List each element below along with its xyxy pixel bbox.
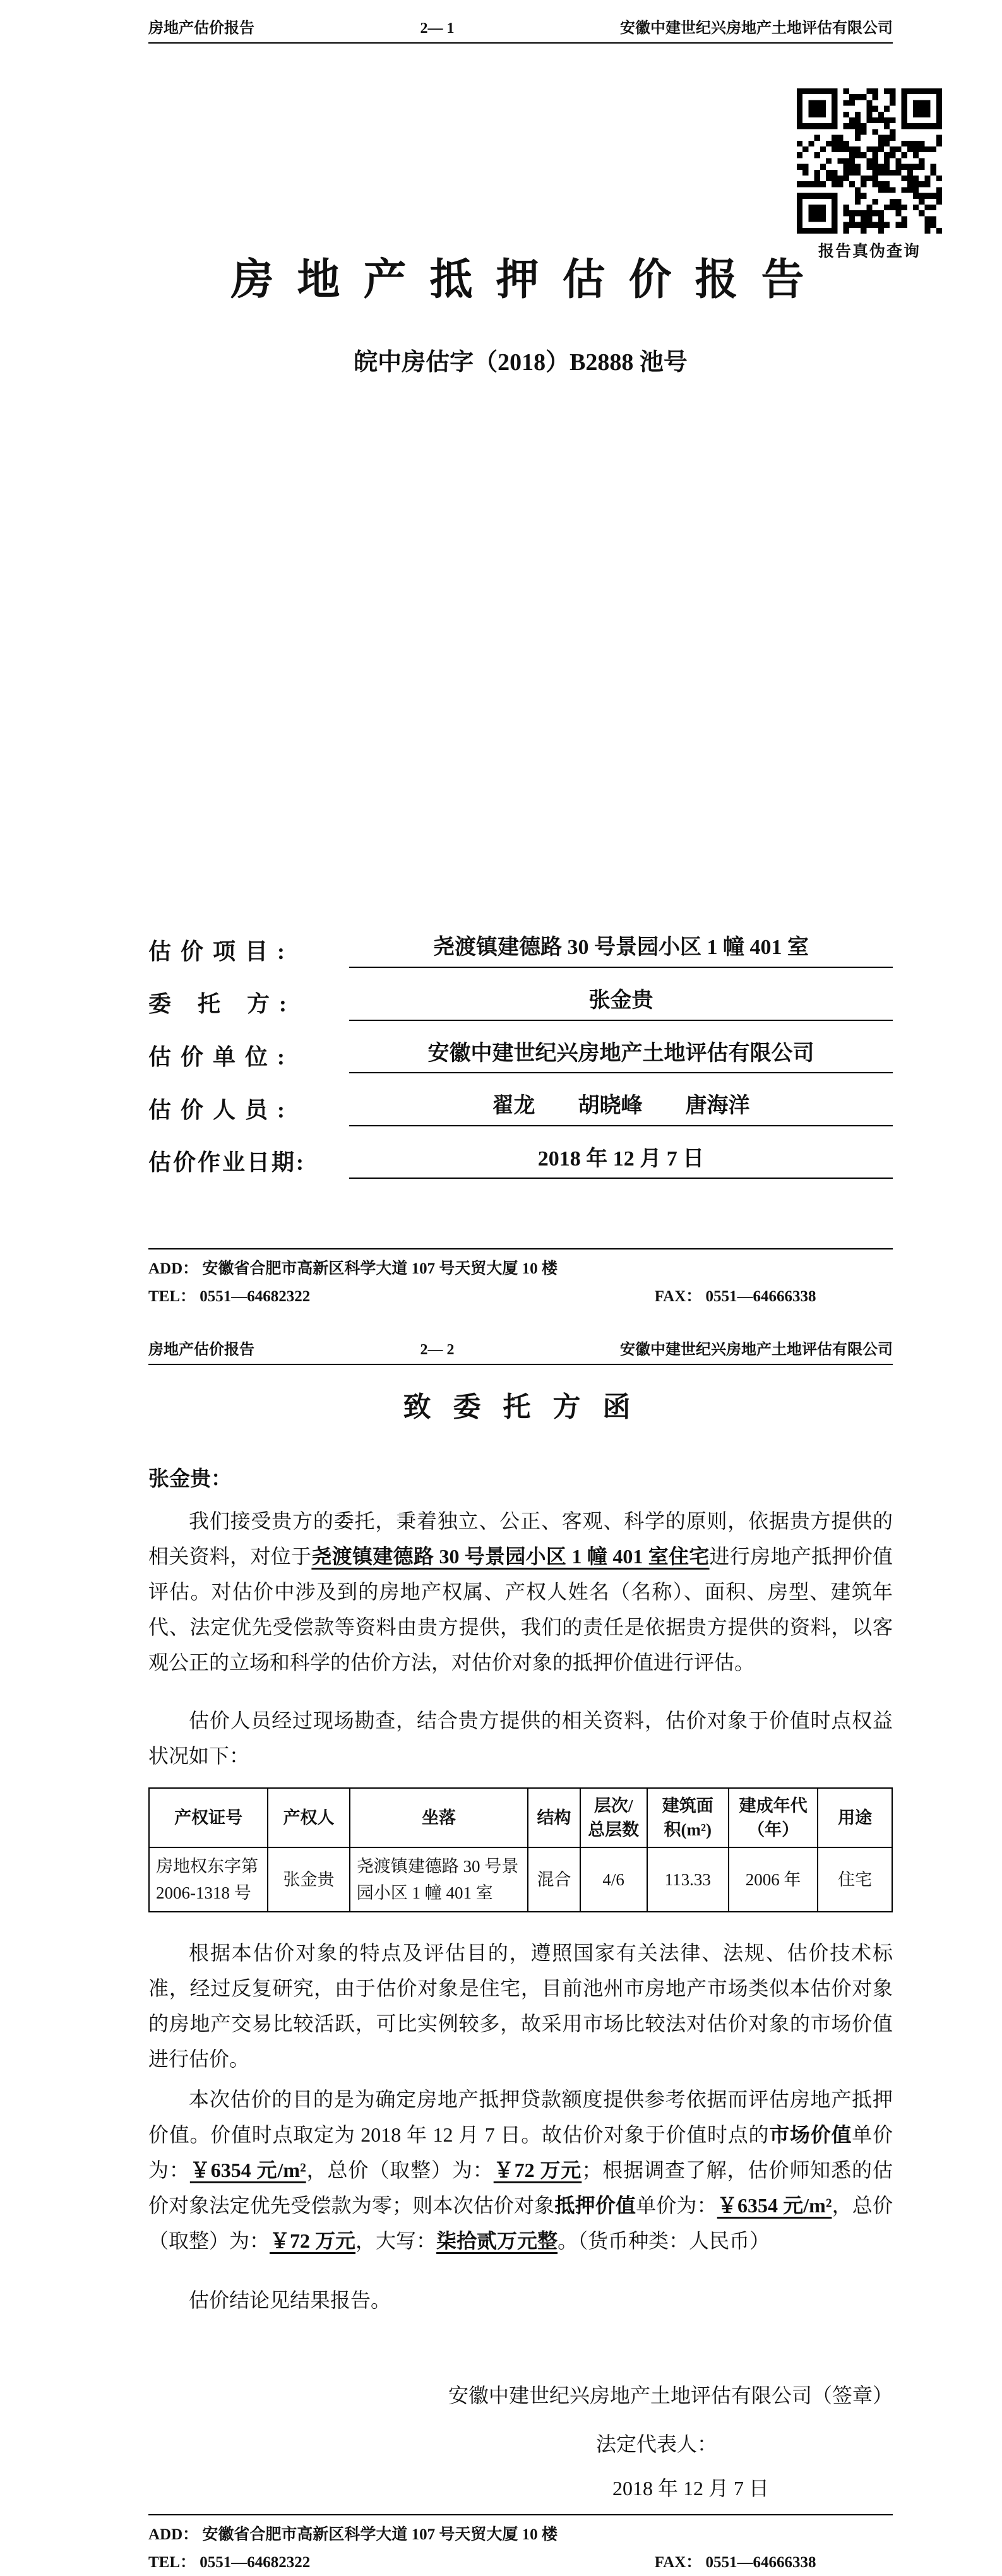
header-doc-type: 房地产估价报告 [148, 1342, 254, 1358]
text-segment: 单价为： [636, 2194, 717, 2217]
text-segment: ，总价（取整）为： [148, 2194, 893, 2252]
table-header-structure: 结构 [528, 1788, 580, 1847]
table-header-area: 建筑面积(m²) [647, 1788, 729, 1847]
header-page-number: 2— 2 [420, 1342, 455, 1358]
header-doc-type: 房地产估价报告 [148, 20, 254, 37]
table-header-owner: 产权人 [268, 1788, 349, 1847]
table-header-location: 坐落 [350, 1788, 528, 1847]
field-appraisers [148, 1091, 893, 1126]
signature-company: 安徽中建世纪兴房地产土地评估有限公司（签章） [448, 2384, 893, 2407]
field-value: 尧渡镇建德路 30 号景园小区 1 幢 401 室 [349, 933, 893, 968]
mortgage-unit-price: ￥6354 元/m² [717, 2194, 832, 2217]
qr-caption: 报告真伪查询 [818, 243, 921, 260]
mortgage-value-label: 抵押价值 [554, 2194, 636, 2217]
text-segment: ，总价（取整）为： [306, 2159, 494, 2181]
text-segment: 本次估价的目的是为确定房地产抵押贷款额度提供参考依据而评估房地产抵押价值。价值时点取定为 2018 年 12 月 7 日。故估价对象于价值时点的 [148, 2088, 893, 2146]
table-cell-year: 2006 年 [729, 1847, 818, 1912]
table-header-cert-no: 产权证号 [149, 1788, 268, 1847]
page-footer [148, 2514, 893, 2572]
paragraph-commission [148, 1503, 893, 1680]
property-address-highlight: 尧渡镇建德路 30 号景园小区 1 幢 401 室住宅 [311, 1545, 710, 1568]
field-appraisal-date [148, 1144, 893, 1179]
signature-block [148, 2378, 893, 2501]
qr-code-icon [797, 88, 942, 234]
header-company-name: 安徽中建世纪兴房地产土地评估有限公司 [620, 20, 893, 37]
paragraph-valuation [148, 2082, 893, 2258]
text-segment: 。（货币种类：人民币） [558, 2229, 770, 2252]
table-header-usage: 用途 [818, 1788, 892, 1847]
footer-address: ADD： 安徽省合肥市高新区科学大道 107 号天贸大厦 10 楼 [148, 2526, 558, 2543]
footer-fax: FAX： 0551—64666338 [654, 2554, 816, 2571]
document-number: 皖中房估字（2018）B2888 池号 [354, 349, 688, 376]
table-cell-area: 113.33 [647, 1847, 729, 1912]
legal-representative-label: 法定代表人： [595, 2433, 717, 2455]
field-value: 翟龙 胡晓峰 唐海洋 [349, 1091, 893, 1126]
footer-address: ADD： 安徽省合肥市高新区科学大道 107 号天贸大厦 10 楼 [148, 1260, 558, 1277]
table-header-row [149, 1788, 892, 1847]
page-header [148, 1321, 893, 1365]
table-cell-location: 尧渡镇建德路 30 号景园小区 1 幢 401 室 [350, 1847, 528, 1912]
footer-contacts [148, 2549, 893, 2572]
field-label: 委 托 方 : [148, 991, 289, 1017]
field-appraisal-agency [148, 1039, 893, 1074]
field-client [148, 986, 893, 1021]
text-segment: 进行房地产抵押价值评估。对估价中涉及到的房地产权属、产权人姓名（名称）、面积、房型、建筑年代、法定优先受偿款等资料由贵方提供，我们的责任是依据贵方提供的资料，以客观公正的立场和科学的估价方法，对估价对象的抵押价值进行评估。 [148, 1545, 893, 1674]
table-row [149, 1847, 892, 1912]
paragraph-conclusion: 估价结论见结果报告。 [189, 2289, 391, 2311]
page-footer [148, 1248, 893, 1306]
header-page-number: 2— 1 [420, 20, 455, 37]
table-cell-structure: 混合 [528, 1847, 580, 1912]
text-segment: ；根据调查了解，估价师知悉的估价对象法定优先受偿款为零；则本次估价对象 [148, 2159, 893, 2217]
field-appraisal-project [148, 933, 893, 968]
signature-date: 2018 年 12 月 7 日 [612, 2477, 769, 2500]
paragraph-survey: 估价人员经过现场勘查，结合贵方提供的相关资料，估价对象于价值时点权益状况如下： [148, 1709, 893, 1767]
letter-to-client-page [0, 1321, 1002, 2576]
mortgage-total-price: ￥72 万元 [270, 2229, 356, 2252]
field-label: 估价作业日期: [148, 1150, 306, 1176]
table-cell-cert-no: 房地权东字第2006-1318 号 [149, 1847, 268, 1912]
salutation: 张金贵： [148, 1468, 232, 1491]
footer-contacts [148, 1284, 893, 1306]
text-segment: 我们接受贵方的委托，秉着独立、公正、客观、科学的原则，依据贵方提供的相关资料，对位于 [148, 1510, 893, 1568]
market-value-label: 市场价值 [769, 2123, 852, 2146]
amount-in-words: 柒拾贰万元整 [436, 2229, 558, 2252]
qr-verification-block [794, 88, 945, 261]
table-cell-floor: 4/6 [580, 1847, 647, 1912]
market-unit-price: ￥6354 元/m² [189, 2159, 306, 2181]
footer-tel: TEL： 0551—64682322 [148, 1288, 311, 1305]
property-rights-table [148, 1787, 893, 1912]
market-total-price: ￥72 万元 [493, 2159, 582, 2181]
table-cell-owner: 张金贵 [268, 1847, 349, 1912]
field-value: 2018 年 12 月 7 日 [349, 1144, 893, 1179]
table-header-year: 建成年代（年） [729, 1788, 818, 1847]
field-label: 估 价 人 员 : [148, 1097, 287, 1123]
letter-title: 致 委 托 方 函 [403, 1392, 638, 1422]
table-header-floor: 层次/总层数 [580, 1788, 647, 1847]
table-cell-usage: 住宅 [818, 1847, 892, 1912]
field-label: 估 价 项 目 : [148, 938, 287, 964]
footer-fax: FAX： 0551—64666338 [654, 1288, 816, 1305]
cover-fields [148, 933, 893, 1179]
page-header [148, 0, 893, 44]
field-label: 估 价 单 位 : [148, 1044, 287, 1070]
paragraph-method: 根据本估价对象的特点及评估目的，遵照国家有关法律、法规、估价技术标准，经过反复研究，由于估价对象是住宅，目前池州市房地产市场类似本估价对象的房地产交易比较活跃，可比实例较多，故采用市场比较法对估价对象的市场价值进行估价。 [148, 1941, 893, 2070]
header-company-name: 安徽中建世纪兴房地产土地评估有限公司 [620, 1342, 893, 1358]
field-value: 张金贵 [349, 986, 893, 1021]
footer-tel: TEL： 0551—64682322 [148, 2554, 311, 2571]
report-title: 房 地 产 抵 押 估 价 报 告 [230, 256, 811, 304]
field-value: 安徽中建世纪兴房地产土地评估有限公司 [349, 1039, 893, 1074]
text-segment: 单价为： [148, 2123, 893, 2181]
text-segment: ，大写： [355, 2229, 437, 2252]
